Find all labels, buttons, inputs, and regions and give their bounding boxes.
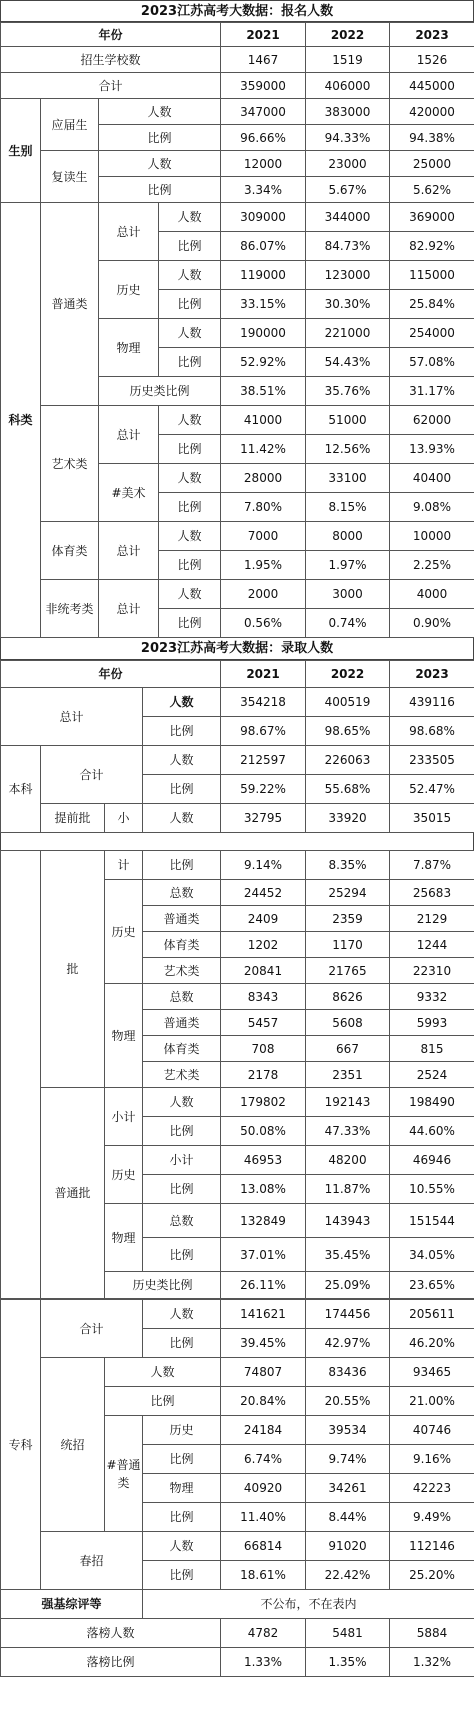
table-row: 艺术类 总计 人数 41000 51000 62000	[1, 406, 474, 435]
table2-title: 2023江苏高考大数据：录取人数	[0, 638, 474, 660]
table-row: 比例 18.61% 22.42% 25.20%	[1, 1561, 474, 1590]
table-row: 强基综评等 不公布，不在表内	[1, 1590, 474, 1619]
table-row: 比例 39.45% 42.97% 46.20%	[1, 1329, 474, 1358]
table-row: 落榜人数 4782 5481 5884	[1, 1619, 474, 1648]
table-row: 比例 7.80% 8.15% 9.08%	[1, 493, 474, 522]
regular-batch-label: 普通批	[41, 1088, 105, 1299]
table-row: #普通类 历史 24184 39534 40746	[1, 1416, 474, 1445]
table-row: 物理 40920 34261 42223	[1, 1474, 474, 1503]
undergrad-cont	[1, 851, 41, 1299]
year-header: 年份	[1, 661, 221, 688]
table-row: 落榜比例 1.33% 1.35% 1.32%	[1, 1648, 474, 1677]
table-row: 比例 1.95% 1.97% 2.25%	[1, 551, 474, 580]
year-header: 年份	[1, 23, 221, 47]
college-label: 专科	[1, 1300, 41, 1590]
table-row: #美术 人数 28000 33100 40400	[1, 464, 474, 493]
header-row	[1, 23, 474, 47]
table-row: 比例 11.40% 8.44% 9.49%	[1, 1503, 474, 1532]
table-row: 春招 人数 66814 91020 112146	[1, 1532, 474, 1561]
table-row: 艺术类 20841 21765 22310	[1, 958, 474, 984]
table-row: 非统考类 总计 人数 2000 3000 4000	[1, 580, 474, 609]
table-row: 物理 总数 132849 143943 151544	[1, 1204, 474, 1238]
admission-table-top	[0, 660, 474, 833]
table-row: 批 计 比例 9.14% 8.35% 7.87%	[1, 851, 474, 880]
table-row: 物理 人数 190000 221000 254000	[1, 319, 474, 348]
table-row: 比例 50.08% 47.33% 44.60%	[1, 1117, 474, 1146]
table-row: 复读生 人数 12000 23000 25000	[1, 151, 474, 177]
subject-label: 科类	[1, 203, 41, 638]
year-2022: 2022	[306, 23, 390, 47]
table-row: 物理 总数 8343 8626 9332	[1, 984, 474, 1010]
table-row: 普通批 小计 人数 179802 192143 198490	[1, 1088, 474, 1117]
year-2021: 2021	[221, 23, 306, 47]
registration-table	[0, 22, 474, 638]
table-row: 合计 359000 406000 445000	[1, 73, 474, 99]
table-row: 提前批 小 人数 32795 33920 35015	[1, 804, 474, 833]
table-row: 专科 合计 人数 141621 174456 205611	[1, 1300, 474, 1329]
table-row: 普通类 5457 5608 5993	[1, 1010, 474, 1036]
table-row: 比例 6.74% 9.74% 9.16%	[1, 1445, 474, 1474]
table-row: 比例 52.92% 54.43% 57.08%	[1, 348, 474, 377]
table-row: 比例 96.66% 94.33% 94.38%	[1, 125, 474, 151]
early-batch-label: 批	[41, 851, 105, 1088]
table-row: 科类 普通类 总计 人数 309000 344000 369000	[1, 203, 474, 232]
table-row: 艺术类 2178 2351 2524	[1, 1062, 474, 1088]
table-row: 总计 人数 354218 400519 439116	[1, 688, 474, 717]
table-row: 普通类 2409 2359 2129	[1, 906, 474, 932]
header-row: 年份 2021 2022 2023	[1, 661, 474, 688]
table-row: 比例 3.34% 5.67% 5.62%	[1, 177, 474, 203]
table-row: 比例 37.01% 35.45% 34.05%	[1, 1238, 474, 1272]
table-row: 统招 人数 74807 83436 93465	[1, 1358, 474, 1387]
table-row: 比例 59.22% 55.68% 52.47%	[1, 775, 474, 804]
year-2023: 2023	[390, 23, 474, 47]
admission-table-zhuan	[0, 1299, 474, 1677]
table-row: 生别 应届生 人数 347000 383000 420000	[1, 99, 474, 125]
table1-title: 2023江苏高考大数据：报名人数	[0, 0, 474, 22]
table-row: 历史 总数 24452 25294 25683	[1, 880, 474, 906]
table-row: 比例 0.56% 0.74% 0.90%	[1, 609, 474, 638]
table-row: 比例 11.42% 12.56% 13.93%	[1, 435, 474, 464]
table-row: 招生学校数 1467 1519 1526	[1, 47, 474, 73]
table-row: 体育类 1202 1170 1244	[1, 932, 474, 958]
undergrad-label: 本科	[1, 746, 41, 833]
table-row: 比例 33.15% 30.30% 25.84%	[1, 290, 474, 319]
table-row: 历史类比例 26.11% 25.09% 23.65%	[1, 1272, 474, 1299]
strong-note: 不公布，不在表内	[143, 1590, 474, 1619]
table-row: 比例 86.07% 84.73% 82.92%	[1, 232, 474, 261]
table-gap	[0, 833, 474, 850]
table-row: 历史 人数 119000 123000 115000	[1, 261, 474, 290]
table-row: 比例 20.84% 20.55% 21.00%	[1, 1387, 474, 1416]
table-row: 历史 小计 46953 48200 46946	[1, 1146, 474, 1175]
table-row: 历史类比例 38.51% 35.76% 31.17%	[1, 377, 474, 406]
table-row: 比例 13.08% 11.87% 10.55%	[1, 1175, 474, 1204]
table-row: 本科 合计 人数 212597 226063 233505	[1, 746, 474, 775]
table-row: 体育类 总计 人数 7000 8000 10000	[1, 522, 474, 551]
admission-table-bottom	[0, 850, 474, 1299]
table-row: 体育类 708 667 815	[1, 1036, 474, 1062]
table-row: 比例 98.67% 98.65% 98.68%	[1, 717, 474, 746]
gender-label: 生别	[1, 99, 41, 203]
